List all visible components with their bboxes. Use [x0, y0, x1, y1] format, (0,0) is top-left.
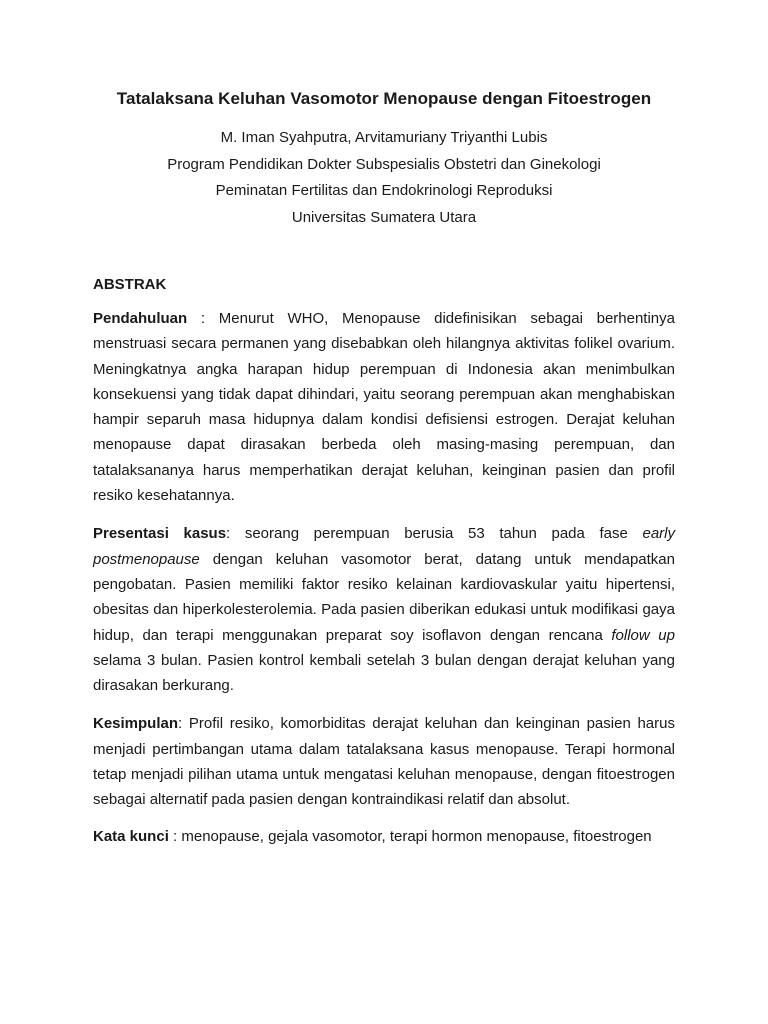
- pendahuluan-label: Pendahuluan: [93, 310, 188, 327]
- presentasi-text-3: selama 3 bulan. Pasien kontrol kembali setelah 3 bulan dengan derajat keluhan yang dirasakan berkurang.: [93, 651, 675, 695]
- authors: M. Iman Syahputra, Arvitamuriany Triyanthi Lubis: [220, 129, 548, 146]
- paper-title: Tatalaksana Keluhan Vasomotor Menopause dengan Fitoestrogen: [116, 89, 652, 108]
- pendahuluan-separator: :: [187, 310, 219, 327]
- keywords-label: Kata kunci: [93, 827, 169, 845]
- presentasi-text-2: dengan keluhan vasomotor berat, datang untuk mendapatkan pengobatan. Pasien memiliki faktor resiko kelainan kardiovaskular yaitu hipertensi, obesitas dan hiperkolesterolemia. Pada pasien diberikan edukasi untuk modifikasi gaya hidup, dan terapi menggunakan preparat soy isoflavon dengan rencana: [93, 550, 675, 644]
- pendahuluan-text: Menurut WHO, Menopause didefinisikan sebagai berhentinya menstruasi secara permanen yang disebabkan oleh hilangnya aktivitas folikel ovarium. Meningkatnya angka harapan hidup perempuan di Indonesia akan menimbulkan konsekuensi yang tidak dapat dihindari, yaitu seorang perempuan akan menghabiskan hampir separuh masa hidupnya dalam kondisi defisiensi estrogen. Derajat keluhan menopause dapat dirasakan berbeda oleh masing-masing perempuan, dan tatalaksananya harus memperhatikan derajat keluhan, keinginan pasien dan profil resiko kesehatannya.: [93, 310, 675, 505]
- presentasi-paragraph: [93, 521, 675, 698]
- abstract-heading: ABSTRAK: [93, 276, 167, 293]
- affiliation-program: Program Pendidikan Dokter Subspesialis Obstetri dan Ginekologi: [167, 155, 601, 173]
- affiliation-specialty: Peminatan Fertilitas dan Endokrinologi Reproduksi: [215, 182, 553, 199]
- presentasi-emphasis-1: early postmenopause: [93, 525, 675, 568]
- pendahuluan-paragraph: [93, 306, 675, 508]
- author-block: [93, 125, 675, 231]
- presentasi-emphasis-2: follow up: [611, 626, 675, 644]
- keywords-paragraph: [93, 824, 675, 849]
- presentasi-label: Presentasi kasus: [93, 525, 227, 543]
- presentasi-text-1: : seorang perempuan berusia 53 tahun pada fase: [226, 525, 643, 543]
- keywords-text: : menopause, gejala vasomotor, terapi hormon menopause, fitoestrogen: [168, 827, 652, 845]
- affiliation-university: Universitas Sumatera Utara: [291, 208, 477, 226]
- kesimpulan-text: : Profil resiko, komorbiditas derajat keluhan dan keinginan pasien harus menjadi pertimbangan utama dalam tatalaksana kasus menopause. Terapi hormonal tetap menjadi pilihan utama untuk mengatasi keluhan menopause, dengan fitoestrogen sebagai alternatif pada pasien dengan kontraindikasi relatif dan absolut.: [93, 715, 675, 809]
- kesimpulan-label: Kesimpulan: [93, 715, 179, 733]
- kesimpulan-paragraph: [93, 711, 675, 812]
